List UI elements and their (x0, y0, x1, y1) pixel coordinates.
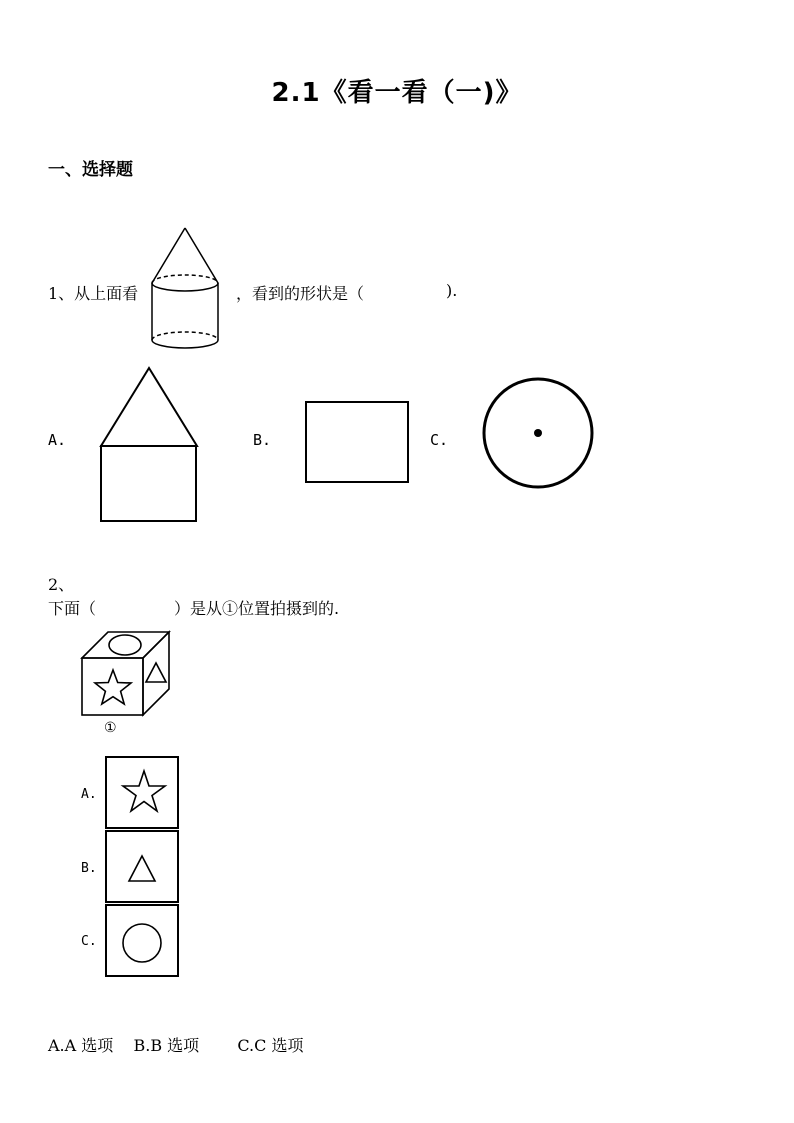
triangle-in-square-icon (105, 830, 180, 904)
question-1-close: ). (446, 281, 458, 300)
circle-with-dot-icon (481, 376, 597, 492)
question-2-option-c-label: C. (81, 934, 97, 949)
question-2-text-before: 下面（ (48, 599, 97, 618)
rectangle-icon (304, 400, 410, 484)
question-2-option-a-label: A. (81, 787, 97, 802)
answer-choices (48, 1033, 303, 1056)
question-1-option-b-label: B. (253, 431, 272, 449)
question-1-option-a-label: A. (48, 431, 67, 449)
triangle-over-rectangle-icon (98, 365, 200, 525)
question-1-option-c-label: C. (430, 431, 449, 449)
question-2-text-after: ）是从①位置拍摄到的. (174, 599, 340, 618)
star-in-square-icon (105, 756, 180, 830)
page-title: 2.1《看一看（一)》 (271, 78, 523, 108)
position-mark: ① (104, 720, 117, 736)
question-1-tail: ，看到的形状是（ (236, 284, 365, 303)
circle-in-square-icon (105, 904, 180, 978)
section-heading: 一、选择题 (48, 160, 133, 180)
answer-choice-b[interactable]: B.B 选项 (133, 1036, 200, 1055)
answer-choice-c[interactable]: C.C 选项 (237, 1036, 304, 1055)
question-1-lead: 1、从上面看 (48, 284, 139, 303)
question-2-option-b-label: B. (81, 861, 97, 876)
cube-with-shapes-icon (80, 630, 174, 722)
cone-on-cylinder-figure (145, 224, 230, 356)
answer-choice-a[interactable]: A.A 选项 (48, 1036, 114, 1055)
question-2-text (48, 596, 339, 619)
question-2-number: 2、 (48, 575, 75, 594)
